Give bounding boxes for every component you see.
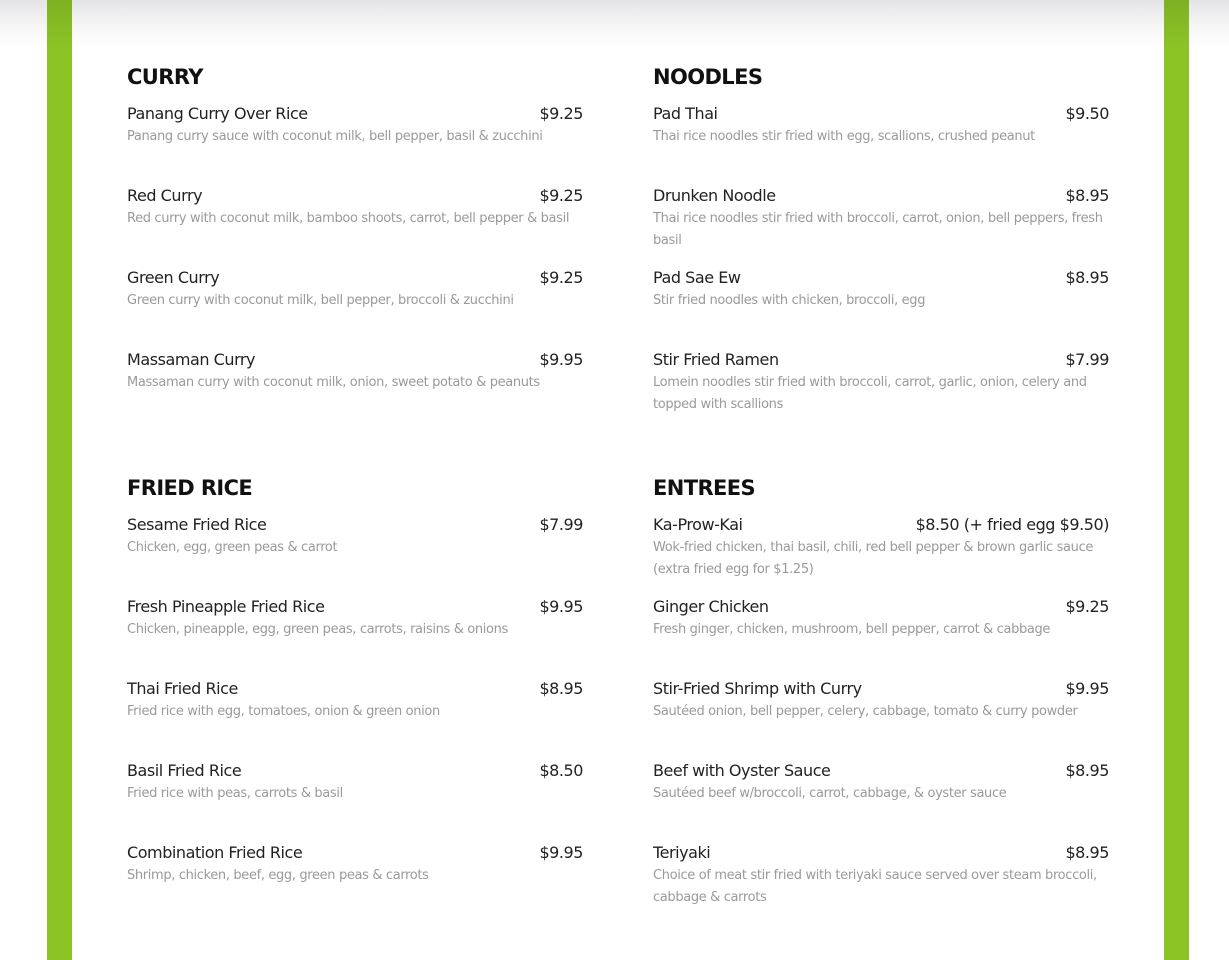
item-description: Panang curry sauce with coconut milk, bell pepper, basil & zucchini (127, 129, 543, 144)
item-description: Sautéed beef w/broccoli, carrot, cabbage, & oyster sauce (653, 786, 1007, 801)
menu-item (653, 679, 1109, 761)
section-entrees (653, 475, 1109, 925)
item-price: $9.95 (539, 597, 583, 616)
menu-item (653, 350, 1109, 432)
item-name: Red Curry (127, 186, 203, 205)
section-fried-rice (127, 475, 583, 925)
fried-rice-items (127, 515, 583, 925)
item-name: Thai Fried Rice (127, 679, 238, 698)
menu-item (653, 104, 1109, 186)
item-description: Stir fried noodles with chicken, broccoli, egg (653, 293, 926, 308)
section-title-entrees: ENTREES (653, 476, 756, 500)
noodles-items (653, 104, 1109, 432)
section-title-curry: CURRY (127, 65, 203, 89)
menu-item (653, 761, 1109, 843)
item-price: $8.95 (1065, 186, 1109, 205)
item-price: $7.99 (1065, 350, 1109, 369)
item-description: Chicken, egg, green peas & carrot (127, 540, 338, 555)
item-description: Wok-fried chicken, thai basil, chili, red bell pepper & brown garlic sauce (extra fried egg for $1.25) (653, 540, 1094, 577)
menu-item (127, 515, 583, 597)
curry-items (127, 104, 583, 432)
entrees-items (653, 515, 1109, 925)
item-description: Thai rice noodles stir fried with broccoli, carrot, onion, bell peppers, fresh basil (653, 211, 1103, 248)
item-name: Ka-Prow-Kai (653, 515, 743, 534)
section-noodles (653, 64, 1109, 432)
item-description: Lomein noodles stir fried with broccoli, carrot, garlic, onion, celery and topped with scallions (653, 375, 1087, 412)
item-description: Shrimp, chicken, beef, egg, green peas & carrots (127, 868, 429, 883)
item-name: Stir-Fried Shrimp with Curry (653, 679, 862, 698)
section-curry (127, 64, 583, 432)
item-name: Teriyaki (653, 843, 711, 862)
item-price: $7.99 (539, 515, 583, 534)
menu-item (653, 186, 1109, 268)
item-description: Choice of meat stir fried with teriyaki sauce served over steam broccoli, cabbage & carrots (653, 868, 1097, 905)
item-price: $8.50 (+ fried egg $9.50) (915, 515, 1109, 534)
item-price: $9.25 (539, 186, 583, 205)
item-description: Fried rice with peas, carrots & basil (127, 786, 343, 801)
item-price: $8.50 (539, 761, 583, 780)
item-description: Fried rice with egg, tomatoes, onion & green onion (127, 704, 440, 719)
menu-item (127, 350, 583, 432)
left-green-border (47, 0, 72, 960)
item-name: Pad Thai (653, 104, 718, 123)
item-name: Beef with Oyster Sauce (653, 761, 831, 780)
item-description: Sautéed onion, bell pepper, celery, cabbage, tomato & curry powder (653, 704, 1078, 719)
item-price: $8.95 (1065, 761, 1109, 780)
item-name: Green Curry (127, 268, 220, 287)
item-price: $8.95 (1065, 843, 1109, 862)
item-name: Sesame Fried Rice (127, 515, 267, 534)
item-description: Fresh ginger, chicken, mushroom, bell pepper, carrot & cabbage (653, 622, 1051, 637)
menu-item (127, 268, 583, 350)
menu-item (127, 597, 583, 679)
item-description: Thai rice noodles stir fried with egg, scallions, crushed peanut (653, 129, 1035, 144)
item-description: Massaman curry with coconut milk, onion, sweet potato & peanuts (127, 375, 540, 390)
item-name: Panang Curry Over Rice (127, 104, 308, 123)
item-price: $9.50 (1065, 104, 1109, 123)
item-name: Stir Fried Ramen (653, 350, 779, 369)
menu-item (653, 597, 1109, 679)
item-price: $9.25 (539, 104, 583, 123)
item-name: Massaman Curry (127, 350, 256, 369)
item-price: $9.95 (1065, 679, 1109, 698)
item-name: Basil Fried Rice (127, 761, 242, 780)
top-shadow (0, 0, 1229, 48)
menu-item (127, 843, 583, 925)
item-name: Fresh Pineapple Fried Rice (127, 597, 325, 616)
item-price: $9.95 (539, 843, 583, 862)
item-description: Green curry with coconut milk, bell pepper, broccoli & zucchini (127, 293, 514, 308)
item-description: Chicken, pineapple, egg, green peas, carrots, raisins & onions (127, 622, 508, 637)
item-name: Combination Fried Rice (127, 843, 303, 862)
item-price: $8.95 (1065, 268, 1109, 287)
item-name: Pad Sae Ew (653, 268, 741, 287)
item-price: $9.95 (539, 350, 583, 369)
item-description: Red curry with coconut milk, bamboo shoots, carrot, bell pepper & basil (127, 211, 570, 226)
menu-item (653, 515, 1109, 597)
menu-item (127, 679, 583, 761)
menu-item (127, 761, 583, 843)
item-price: $9.25 (1065, 597, 1109, 616)
menu-item (653, 268, 1109, 350)
section-title-noodles: NOODLES (653, 65, 763, 89)
item-name: Ginger Chicken (653, 597, 769, 616)
menu-item (127, 186, 583, 268)
right-green-border (1164, 0, 1189, 960)
item-price: $8.95 (539, 679, 583, 698)
menu-item (653, 843, 1109, 925)
section-title-fried-rice: FRIED RICE (127, 476, 253, 500)
menu-item (127, 104, 583, 186)
item-name: Drunken Noodle (653, 186, 776, 205)
item-price: $9.25 (539, 268, 583, 287)
